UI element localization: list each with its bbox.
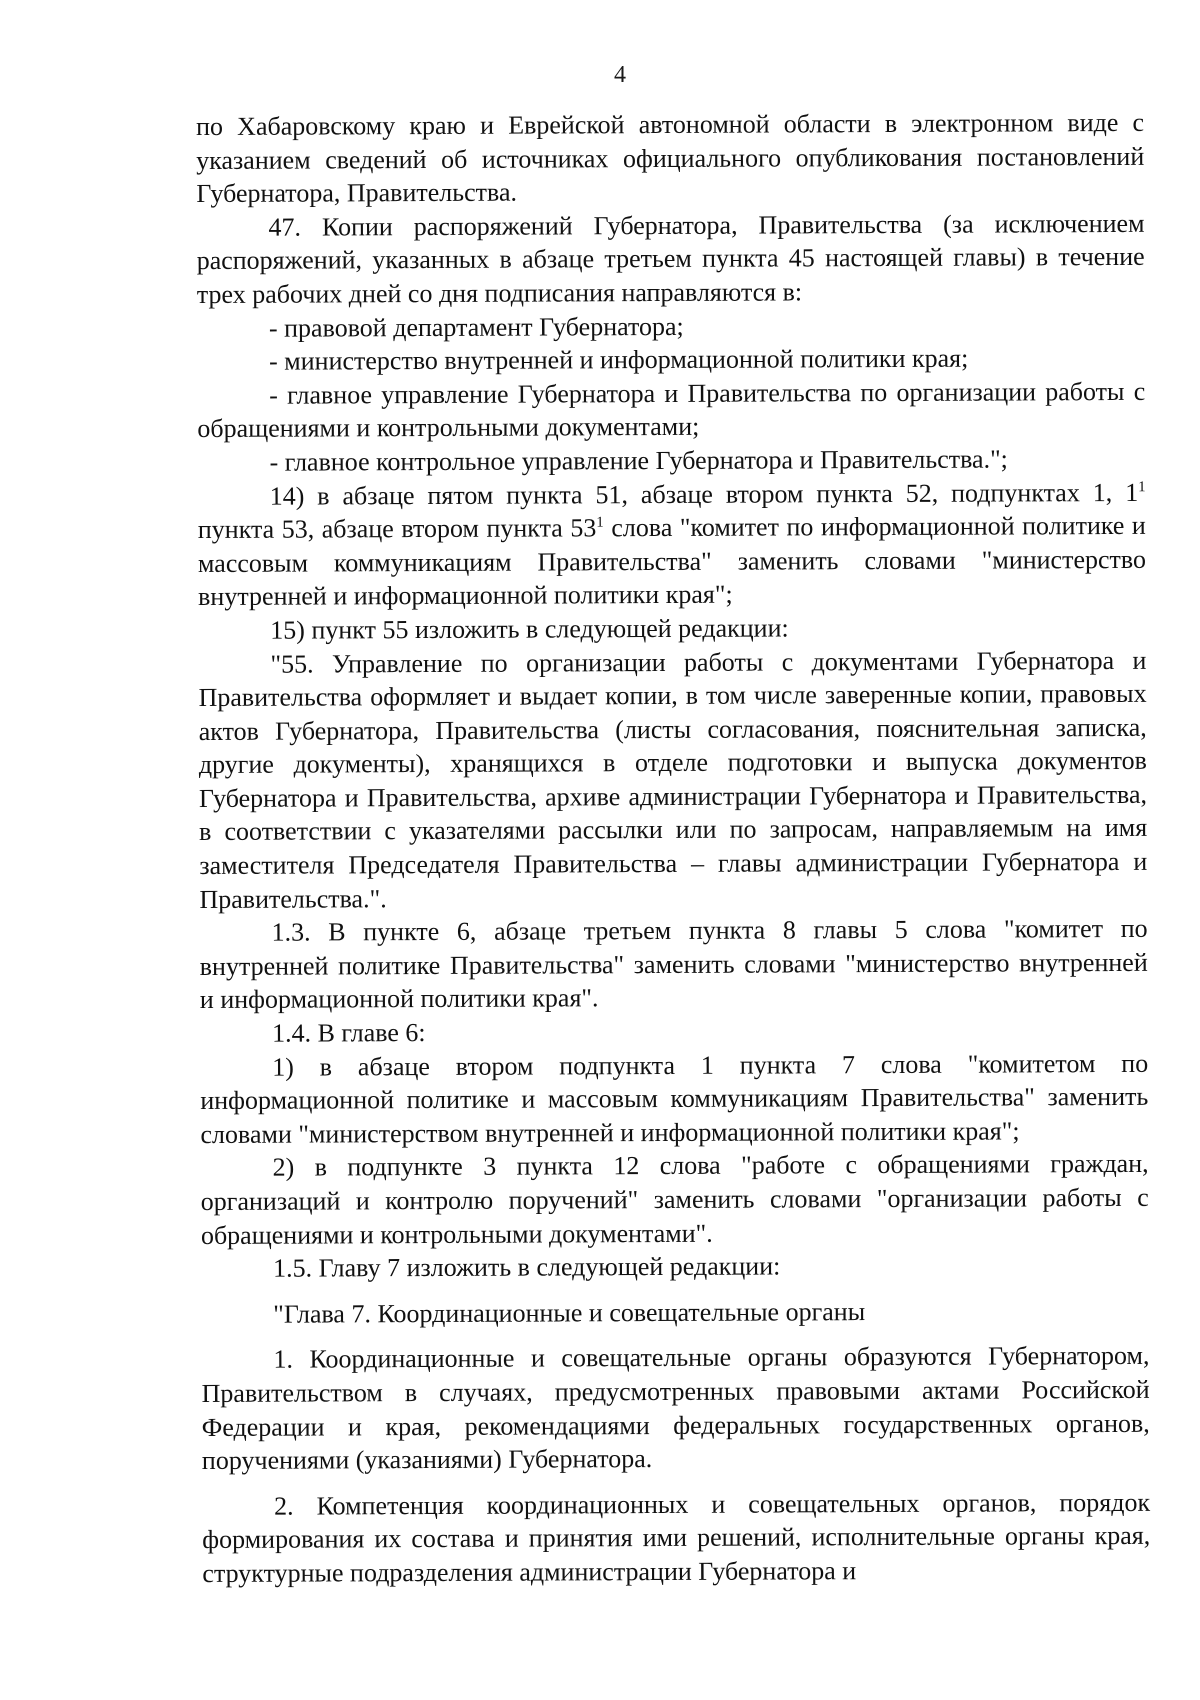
document-body <box>196 106 1150 1591</box>
paragraph-1-4-item-1: 1) в абзаце втором подпункта 1 пункта 7 слова "комитетом по информационной политике и массовым коммуникациям Правительства" заменить словами "министерством внутренней и информационной политики края"; <box>200 1048 1149 1149</box>
paragraph-1-5: 1.5. Главу 7 изложить в следующей редакции: <box>272 1251 781 1283</box>
paragraph-1-4: 1.4. В главе 6: <box>271 1018 426 1048</box>
paragraph-subitem-15: 15) пункт 55 изложить в следующей редакции: <box>270 613 789 645</box>
paragraph-subitem-14 <box>198 475 1147 614</box>
paragraph-item-55: "55. Управление по организации работы с документами Губернатора и Правительства оформляет и выдает копии, в том числе заверенные копии, правовых актов Губернатора, Правительства (листы согласования, пояснительная записка, другие документы), хранящихся в отделе подготовки и выпуска документов Губернатора и Правительства, архиве администрации Губернатора и Правительства, в соответствии с указателями рассылки или по запросам, направляемым на имя заместителя Председателя Правительства – главы администрации Губернатора и Правительства.". <box>198 645 1148 914</box>
chapter-7-heading: "Глава 7. Координационные и совещательные органы <box>273 1296 866 1329</box>
superscript-1: 1 <box>1138 478 1146 495</box>
paragraph-continuation: по Хабаровскому краю и Еврейской автономной области в электронном виде с указанием сведений об источниках официального опубликования постановлений Губернатора, Правительства. <box>196 107 1145 209</box>
paragraph-item-47: 47. Копии распоряжений Губернатора, Правительства (за исключением распоряжений, указанных в абзаце третьем пункта 45 настоящей главы) в течение трех рабочих дней со дня подписания направляются в: <box>196 208 1145 309</box>
list-item-legal-department: - правовой департамент Губернатора; <box>268 311 684 343</box>
subitem-14-text-c: слова "комитет по информационной политике и массовым коммуникациям Правительства" заменить словами "министерство внутренней и информационной политики края"; <box>197 510 1147 612</box>
list-item-control-directorate: - главное контрольное управление Губернатора и Правительства."; <box>269 444 1008 477</box>
subitem-14-text-b: пункта 53, абзаце втором пункта 53 <box>197 513 597 545</box>
chapter-7-item-1: 1. Координационные и совещательные органы образуются Губернатором, Правительством в случаях, предусмотренных правовыми актами Российской Федерации и края, рекомендациями федеральных государственных органов, поручениями (указаниями) Губернатора. <box>201 1341 1150 1476</box>
list-item-main-directorate: - главное управление Губернатора и Правительства по организации работы с обращениями и контрольными документами; <box>197 376 1146 444</box>
chapter-7-item-2: 2. Компетенция координационных и совещательных органов, порядок формирования их состава и принятия ими решений, исполнительные органы края, структурные подразделения администрации Губернатора и <box>202 1487 1151 1588</box>
subitem-14-text-a: 14) в абзаце пятом пункта 51, абзаце втором пункта 52, подпунктах 1, 1 <box>269 477 1139 511</box>
page-number: 4 <box>614 62 626 88</box>
paragraph-1-3: 1.3. В пункте 6, абзаце третьем пункта 8 главы 5 слова "комитет по внутренней политике Правительства" заменить словами "министерство внутренней и информационной политики края". <box>199 914 1148 1015</box>
list-item-ministry: - министерство внутренней и информационной политики края; <box>269 343 969 376</box>
superscript-2: 1 <box>596 514 604 531</box>
paragraph-1-4-item-2: 2) в подпункте 3 пункта 12 слова "работе с обращениями граждан, организаций и контролю поручений" заменить словами "организации работы с обращениями и контрольными документами". <box>200 1149 1149 1250</box>
